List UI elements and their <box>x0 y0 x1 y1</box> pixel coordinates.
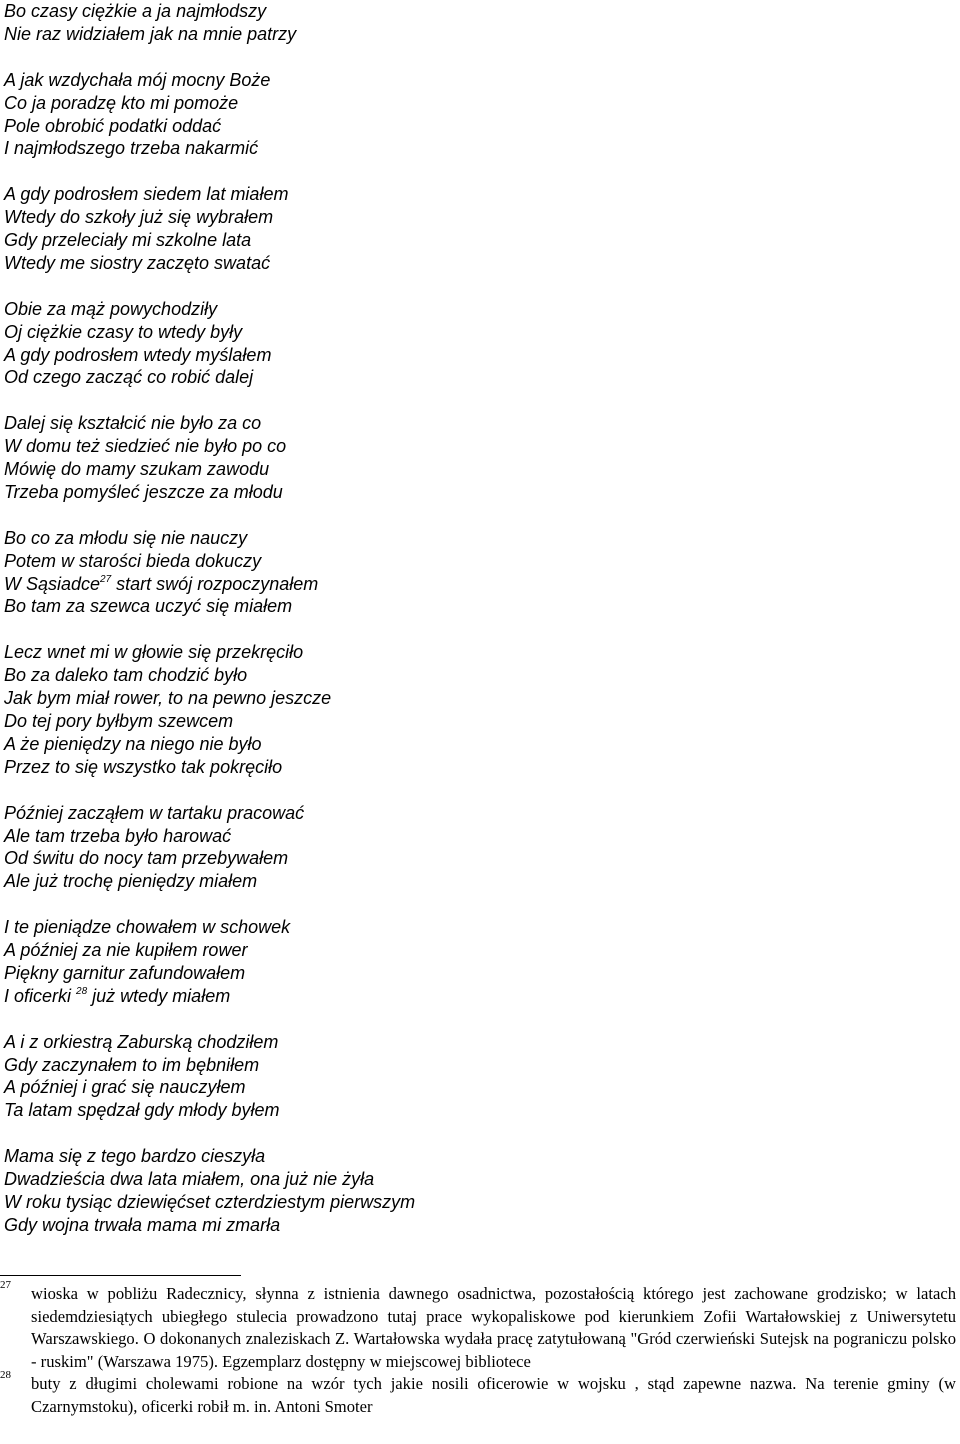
poem-line: Bo czasy ciężkie a ja najmłodszy <box>4 1 267 21</box>
poem-line: Potem w starości bieda dokuczy <box>4 550 262 571</box>
poem-line: Gdy przeleciały mi szkolne lata <box>4 230 252 251</box>
poem-line: Do tej pory byłbym szewcem <box>4 711 234 731</box>
poem-line-with-footnote-ref <box>4 985 415 1008</box>
poem-line: Od świtu do nocy tam przebywałem <box>4 848 289 869</box>
stanza <box>4 1031 415 1123</box>
poem-line: Nie raz widziałem jak na mnie patrzy <box>4 23 297 44</box>
poem-line: Ale tam trzeba było harować <box>4 825 232 846</box>
poem-line: Wtedy do szkoły już się wybrałem <box>4 207 274 228</box>
poem-line: Bo co za młodu się nie nauczy <box>4 527 248 548</box>
line-text: już wtedy miałem <box>87 985 231 1006</box>
poem-line: I te pieniądze chowałem w schowek <box>4 917 291 938</box>
poem-line: Oj ciężkie czasy to wtedy były <box>4 321 243 342</box>
stanza <box>4 916 415 1008</box>
stanza <box>4 802 415 894</box>
poem-line: Bo tam za szewca uczyć się miałem <box>4 596 293 617</box>
footnotes <box>0 1279 960 1419</box>
footnote-ref-28: 28 <box>76 985 88 997</box>
footnote-text: buty z długimi cholewami robione na wzór tych jakie nosili oficerowie w wojsku , stąd zapewne nazwa. Na terenie gminy (w Czarnymstoku), oficerki robił m. in. Antoni Smoter <box>31 1374 956 1416</box>
poem-line: Dwadzieścia dwa lata miałem, ona już nie żyła <box>4 1169 375 1190</box>
poem-line: Mówię do mamy szukam zawodu <box>4 459 270 480</box>
poem-line: I najmłodszego trzeba nakarmić <box>4 138 259 159</box>
footnote-text: wioska w pobliżu Radecznicy, słynna z istnienia dawnego osadnictwa, pozostałością którego jest zachowane grodzisko; w latach siedemdziesiątych ubiegłego stulecia prowadzono tutaj prace wykopaliskowe pod kierunkiem Zofii Wartałowskiej z Uniwersytetu Warszawskiego. O dokonanych znaleziskach Z. Wartałowska wydała pracę zatytułowaną "Gród czerwieński Sutejsk na pograniczu polsko - ruskim" (Warszawa 1975). Egzemplarz dostępny w miejscowej bibliotece <box>31 1284 956 1371</box>
poem-line: Bo za daleko tam chodzić było <box>4 665 248 686</box>
poem-line: A później za nie kupiłem rower <box>4 940 248 961</box>
poem-line: Pole obrobić podatki oddać <box>4 115 222 136</box>
poem-line: A gdy podrosłem wtedy myślałem <box>4 344 272 365</box>
poem-line: A że pieniędzy na niego nie było <box>4 733 262 754</box>
stanza <box>4 1145 415 1237</box>
poem-line: Trzeba pomyśleć jeszcze za młodu <box>4 481 283 502</box>
footnote-number: 27 <box>0 1279 11 1291</box>
poem-line: Przez to się wszystko tak pokręciło <box>4 756 283 777</box>
footnote-28 <box>0 1369 960 1418</box>
poem-line: Obie za mąż powychodziły <box>4 298 218 319</box>
poem-line: Co ja poradzę kto mi pomoże <box>4 92 239 113</box>
poem-line: A jak wzdychała mój mocny Boże <box>4 69 271 90</box>
stanza <box>4 0 415 46</box>
footnote-ref-27: 27 <box>100 573 112 585</box>
poem-line: Gdy zaczynałem to im bębniłem <box>4 1054 260 1075</box>
stanza <box>4 298 415 390</box>
poem-line-with-footnote-ref <box>4 573 415 596</box>
poem-line: Piękny garnitur zafundowałem <box>4 962 246 983</box>
stanza <box>4 641 415 778</box>
poem <box>4 0 415 1237</box>
poem-line: Mama się z tego bardzo cieszyła <box>4 1146 266 1167</box>
poem-line: Wtedy me siostry zaczęto swatać <box>4 252 271 273</box>
line-text: I oficerki <box>4 985 77 1006</box>
poem-line: W domu też siedzieć nie było po co <box>4 436 287 457</box>
stanza <box>4 69 415 161</box>
poem-line: A później i grać się nauczyłem <box>4 1077 246 1098</box>
poem-line: W roku tysiąc dziewięćset czterdziestym pierwszym <box>4 1191 416 1212</box>
poem-line: Ta latam spędzał gdy młody byłem <box>4 1100 280 1121</box>
poem-line: Dalej się kształcić nie było za co <box>4 413 262 434</box>
footnote-number: 28 <box>0 1369 11 1382</box>
poem-line: Jak bym miał rower, to na pewno jeszcze <box>4 688 332 709</box>
poem-line: A i z orkiestrą Zaburską chodziłem <box>4 1031 279 1052</box>
poem-line: Gdy wojna trwała mama mi zmarła <box>4 1214 281 1235</box>
poem-line: Ale już trochę pieniędzy miałem <box>4 871 258 892</box>
line-text: start swój rozpoczynałem <box>111 573 319 594</box>
footnote-27 <box>0 1279 960 1373</box>
poem-line: A gdy podrosłem siedem lat miałem <box>4 184 289 205</box>
footnote-separator <box>0 1275 241 1276</box>
line-text: W Sąsiadce <box>4 573 101 594</box>
poem-line: Lecz wnet mi w głowie się przekręciło <box>4 642 304 663</box>
stanza <box>4 412 415 504</box>
poem-line: Od czego zacząć co robić dalej <box>4 367 254 388</box>
stanza <box>4 527 415 619</box>
poem-line: Później zacząłem w tartaku pracować <box>4 802 305 823</box>
stanza <box>4 183 415 275</box>
